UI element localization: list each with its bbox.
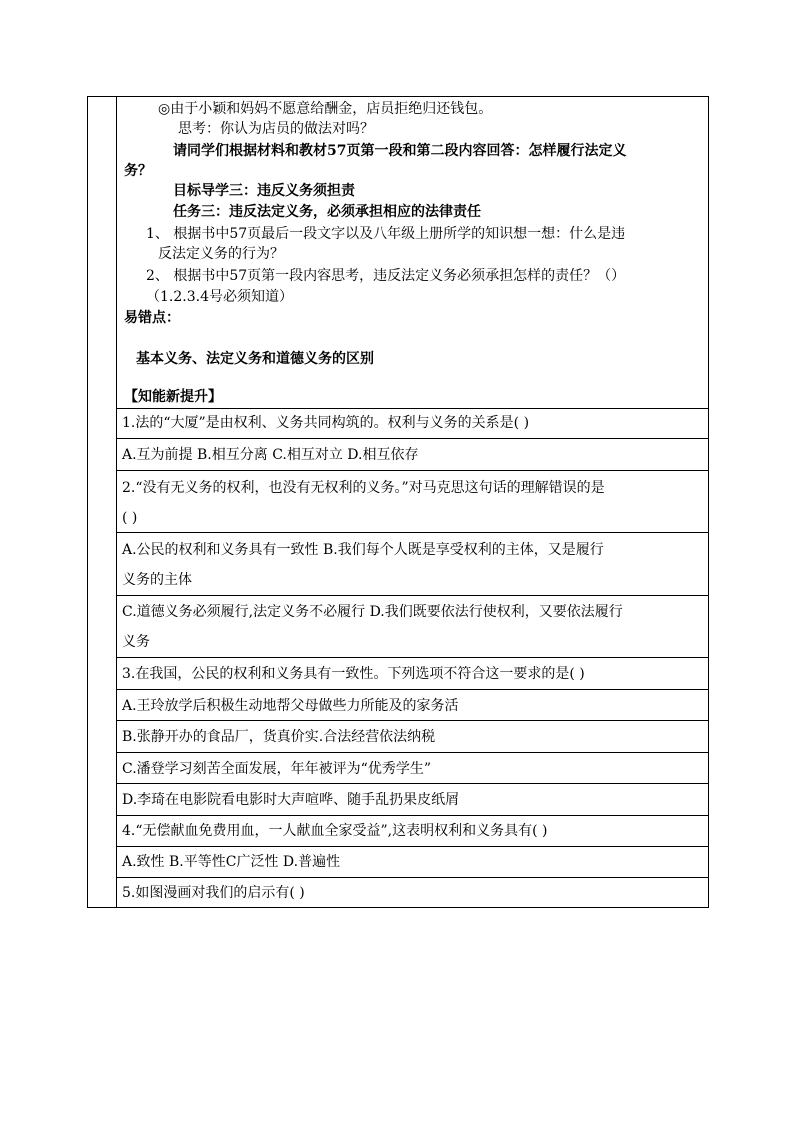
text-line: 1、 根据书中57页最后一段文字以及八年级上册所学的知识想一想：什么是违 — [146, 226, 626, 242]
option-text: B.张静开办的食品厂，货真价实.合法经营依法纳税 — [122, 729, 436, 745]
question-text: ( ) — [122, 510, 138, 526]
error-prone-label: 易错点： — [124, 310, 180, 326]
text-line: 请同学们根据材料和教材57页第一段和第二段内容回答：怎样履行法定义 — [173, 143, 627, 159]
section-heading: 【知能新提升】 — [124, 389, 222, 405]
row-divider — [116, 877, 709, 878]
row-divider — [116, 752, 709, 753]
option-text: A.互为前提 B.相互分离 C.相互对立 D.相互依存 — [122, 447, 419, 463]
row-divider — [116, 408, 709, 409]
option-text: C.道德义务必须履行,法定义务不必履行 D.我们既要依法行使权利，又要依法履行 — [122, 604, 623, 620]
option-text: D.李琦在电影院看电影时大声喧哗、随手乱扔果皮纸屑 — [122, 792, 460, 808]
option-text: A.王玲放学后积极生动地帮父母做些力所能及的家务活 — [122, 698, 459, 714]
section-heading: 目标导学三：违反义务须担责 — [173, 183, 355, 199]
text-line: 2、 根据书中57页第一段内容思考，违反法定义务必须承担怎样的责任？（） — [146, 268, 626, 284]
text-line: 思考：你认为店员的做法对吗？ — [178, 121, 374, 137]
option-text: A.公民的权利和义务具有一致性 B.我们每个人既是享受权利的主体，又是履行 — [122, 542, 604, 558]
text-line: （1.2.3.4号必须知道） — [146, 289, 293, 305]
row-divider — [116, 657, 709, 658]
row-divider — [116, 720, 709, 721]
question-text: 4.“无偿献血免费用血，一人献血全家受益”,这表明权利和义务具有( ) — [122, 823, 548, 839]
option-text: 义务 — [122, 634, 150, 650]
row-divider — [116, 815, 709, 816]
text-line: 反法定义务的行为？ — [158, 246, 284, 262]
question-text: 2.“没有无义务的权利，也没有无权利的义务。”对马克思这句话的理解错误的是 — [122, 480, 605, 496]
question-text: 3.在我国，公民的权利和义务具有一致性。下列选项不符合这一要求的是( ) — [122, 666, 585, 682]
task-heading: 任务三：违反法定义务，必须承担相应的法律责任 — [173, 204, 481, 220]
row-divider — [116, 846, 709, 847]
option-text: A.致性 B.平等性C广泛性 D.普遍性 — [122, 854, 341, 870]
question-text: 1.法的“大厦”是由权利、义务共同构筑的。权利与义务的关系是( ) — [122, 415, 530, 431]
row-divider — [116, 470, 709, 471]
row-divider — [116, 532, 709, 533]
row-divider — [116, 689, 709, 690]
option-text: C.潘登学习刻苦全面发展，年年被评为“优秀学生” — [122, 761, 431, 777]
row-divider — [116, 438, 709, 439]
question-text: 5.如图漫画对我们的启示有( ) — [122, 885, 305, 901]
row-divider — [116, 595, 709, 596]
text-line: 务？ — [124, 163, 152, 179]
option-text: 义务的主体 — [122, 572, 192, 588]
row-divider — [116, 783, 709, 784]
table-column-divider — [116, 96, 117, 908]
text-line: 基本义务、法定义务和道德义务的区别 — [136, 351, 374, 367]
text-line: ◎由于小颖和妈妈不愿意给酬金，店员拒绝归还钱包。 — [158, 101, 493, 117]
